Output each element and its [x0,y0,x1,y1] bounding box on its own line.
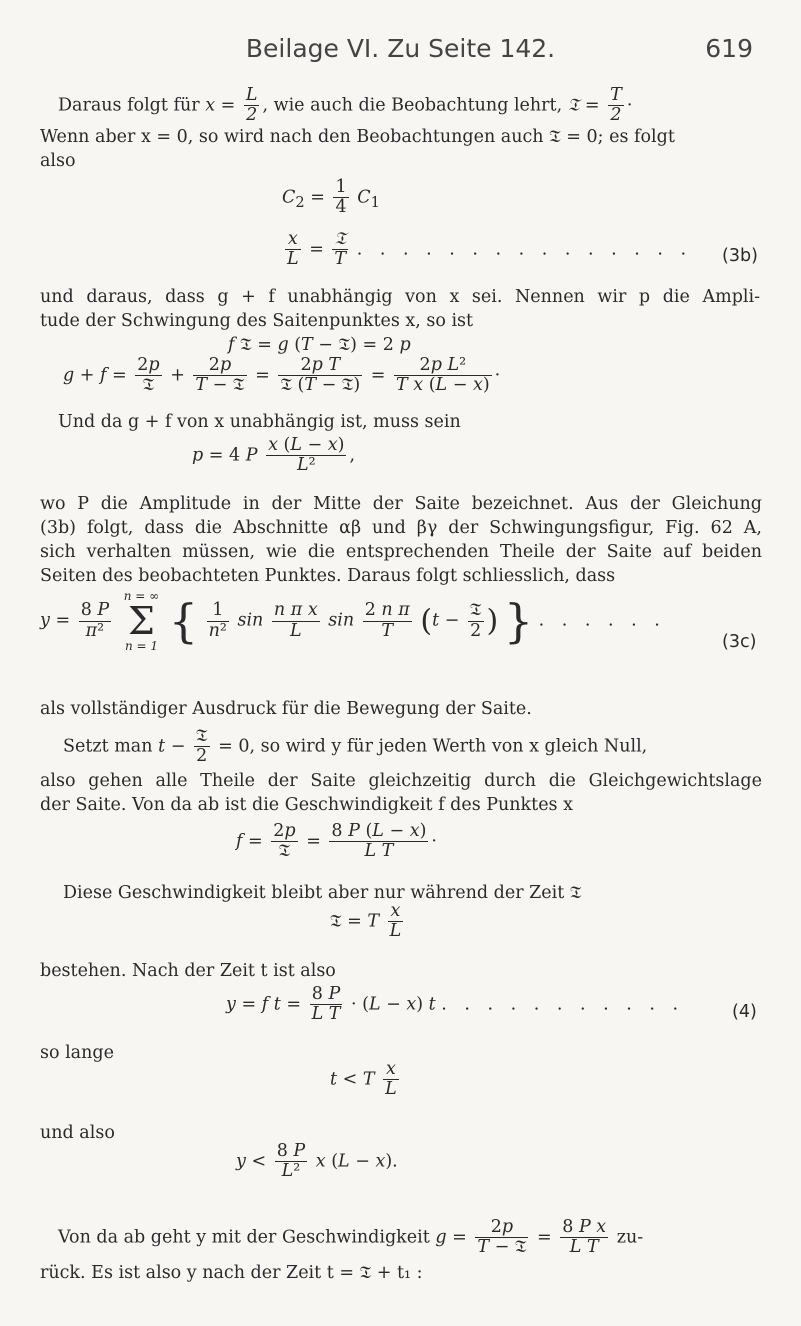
text-line: Seiten des beobachteten Punktes. Daraus folgt schliesslich, dass [40,566,616,586]
text-line: Setzt man t − 𝔗 2 = 0, so wird y für jeden Werth von x gleich Null, [63,726,648,767]
equation-t-less: t < T $\frac{x}{L}$ [330,1059,397,1100]
fraction: $\frac{8 P}{\text{L T}}$ [311,984,341,1025]
equation-number: (4) [732,1002,757,1022]
equation-T: 𝔗 = T $\frac{x}{L}$ [330,901,402,942]
equation-number: (3c) [722,632,757,652]
sum-symbol: n = ∞ Σ n = 1 [123,589,160,653]
fraction: 𝔗 T [334,229,347,270]
equation-gf: g + f = 2p 𝔗 + 2p T − 𝔗 = 2p T 𝔗 (T − 𝔗) = $\frac{\text{2p L²}}{\text{T x (L − x)}}$ · [63,355,501,396]
text-line: Wenn aber x = 0, so wird nach den Beobachtungen auch 𝔗 = 0; es folgt [40,127,675,147]
fraction: 𝔗 2 [469,600,482,641]
fraction: $\frac{\text{2p L²}}{\text{T x (L − x)}}$ [396,355,490,396]
fraction: 2p 𝔗 [273,821,296,862]
equation-c2: $C_2$ = $\frac{1}{4}$ $C_1$ [282,177,380,218]
fraction: $\frac{L}{2}$ [245,85,258,126]
page-number: 619 [705,34,753,63]
fraction: 2p 𝔗 [137,355,160,396]
text-line: rück. Es ist also y nach der Zeit t = 𝔗 + t₁ : [40,1263,423,1283]
fraction: $\frac{x (L - x)}{\text{L²}}$ [268,435,345,476]
fraction: $\frac{x}{L}$ [389,901,402,942]
fraction: $\frac{1}{\text{n²}}$ [208,600,227,641]
equation-3c: y = $\frac{8 P}{\text{π²}}$ n = ∞ Σ n = 1 { $\frac{1}{\text{n²}}$ sin $\frac{\text{n π x}}{L}$ sin $\frac{\text{2 n π}}{T}$ (t − 𝔗 2 ) } . . . . . . [40,589,666,653]
text-line: der Saite. Von da ab ist die Geschwindigkeit f des Punktes x [40,795,573,815]
equation-y-less: y < $\frac{8 P}{\text{L²}}$ x (L − x). [236,1141,398,1182]
fraction: $\frac{T}{2}$ [610,85,622,126]
running-header: Beilage VI. Zu Seite 142. [245,34,556,63]
text-line: also [40,151,76,171]
fraction: 2p T − 𝔗 [195,355,245,396]
fraction: $\frac{x}{L}$ [287,229,299,270]
fraction: 𝔗 2 [195,726,208,767]
fraction: $\frac{8 P}{\text{π²}}$ [80,600,110,641]
text-line: tude der Schwingung des Saitenpunktes x, so ist [40,311,474,331]
text-line: sich verhalten müssen, wie die entsprechenden Theile der Saite auf beiden [40,542,762,562]
equation-3b: $\frac{x}{L}$ = 𝔗 T . . . . . . . . . . . . . . . [287,229,693,270]
text-line: und daraus, dass g + f unabhängig von x sei. Nennen wir p die Ampli- [40,287,760,307]
fraction: $\frac{x}{L}$ [385,1059,397,1100]
equation-number: (3b) [722,246,758,266]
fraction: $\frac{\text{2 n π}}{T}$ [364,600,410,641]
equation-fT: f 𝔗 = g (T − 𝔗) = 2 p [228,335,411,355]
text-line: Und da g + f von x unabhängig ist, muss sein [58,412,461,432]
text-line: Daraus folgt für x = $\frac{L}{2}$ , wie auch die Beobachtung lehrt, 𝔗 = $\frac{T}{2}$ · [58,85,633,126]
text-line: bestehen. Nach der Zeit t ist also [40,961,336,981]
text-line: Diese Geschwindigkeit bleibt aber nur während der Zeit 𝔗 [63,883,582,903]
text-line: Von da ab geht y mit der Geschwindigkeit g = 2p T − 𝔗 = $\frac{\text{8 P x}}{\text{L T}}$ zu- [58,1217,644,1258]
text-line: und also [40,1123,115,1143]
text-line: als vollständiger Ausdruck für die Bewegung der Saite. [40,699,532,719]
fraction: 2p T 𝔗 (T − 𝔗) [280,355,361,396]
equation-4: y = f t = $\frac{8 P}{\text{L T}}$ · (L − x) t . . . . . . . . . . . [226,984,685,1025]
fraction: 2p T − 𝔗 [477,1217,527,1258]
fraction: $\frac{8 P}{\text{L²}}$ [276,1141,306,1182]
equation-p: p = 4 P $\frac{x (L - x)}{\text{L²}}$ , [192,435,356,476]
text-line: also gehen alle Theile der Saite gleichzeitig durch die Gleichgewichtslage [40,771,762,791]
text-line: (3b) folgt, dass die Abschnitte αβ und βγ der Schwingungsfigur, Fig. 62 A, [40,518,762,538]
fraction: $\frac{1}{4}$ [335,177,347,218]
fraction: $\frac{\text{n π x}}{L}$ [273,600,318,641]
text-line: wo P die Amplitude in der Mitte der Saite bezeichnet. Aus der Gleichung [40,494,762,514]
fraction: $\frac{8 P (L - x)}{\text{L T}}$ [331,821,427,862]
equation-f: f = 2p 𝔗 = $\frac{8 P (L - x)}{\text{L T}}$ · [236,821,437,862]
fraction: $\frac{\text{8 P x}}{\text{L T}}$ [562,1217,607,1258]
text-line: so lange [40,1043,114,1063]
